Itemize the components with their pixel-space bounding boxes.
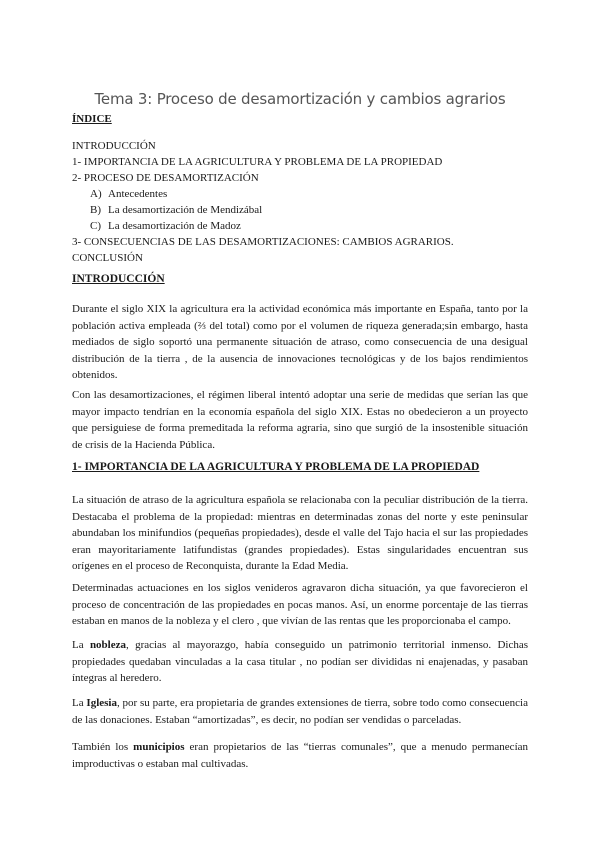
toc-subitem-text: La desamortización de Mendizábal xyxy=(108,204,263,216)
emphasis-iglesia: Iglesia xyxy=(86,697,117,709)
paragraph-text: La xyxy=(72,639,90,651)
paragraph-text: , por su parte, era propietaria de grandes extensiones de tierra, sobre todo como consecuencia de las donaciones. Estaban “amortizadas”, es decir, no podían ser vendidas o parceladas. xyxy=(72,697,528,726)
paragraph-text: eran propietarios de las “tierras comunales”, que a menudo permanecían improductivas o estaban mal cultivadas. xyxy=(72,741,529,770)
toc-subitem-a xyxy=(72,186,542,202)
section-1-paragraph-5 xyxy=(72,739,528,772)
toc-subitem-text: La desamortización de Madoz xyxy=(108,220,241,232)
section-1-paragraph-2: Determinadas actuaciones en los siglos venideros agravaron dicha situación, ya que favorecieron el proceso de concentración de las propiedades en pocas manos. Así, un enorme porcentaje de las tierras estaban en manos de la nobleza y el clero , que vivían de las rentas que les proporcionaba el campo. xyxy=(72,582,528,627)
toc-item-2: 2- PROCESO DE DESAMORTIZACIÓN xyxy=(72,172,259,184)
document-title: Tema 3: Proceso de desamortización y cambios agrarios xyxy=(94,90,506,108)
intro-paragraph-2: Con las desamortizaciones, el régimen liberal intentó adoptar una serie de medidas que serían las que mayor impacto tendrían en la economía española del siglo XIX. Estas no obedecieron a un proyecto que persiguiese de forma premeditada la reforma agraria, sino que surgió de la insostenible situación de crisis de la Hacienda Pública. xyxy=(72,389,528,451)
toc-item-3: 3- CONSECUENCIAS DE LAS DESAMORTIZACIONES: CAMBIOS AGRARIOS. xyxy=(72,236,454,248)
toc-subitem-b xyxy=(72,202,542,218)
intro-paragraph-1: Durante el siglo XIX la agricultura era la actividad económica más importante en España, tanto por la población activa empleada (⅔ del total) como por el volumen de riqueza generada;sin embargo, hasta mediados de siglo soportó una permanente situación de atraso, como consecuencia de una desigual distribución de la tierra , de la ausencia de innovaciones tecnológicas y de los bajos rendimientos obtenidos. xyxy=(72,303,528,381)
section-1-paragraph-1: La situación de atraso de la agricultura española se relacionaba con la peculiar distribución de la tierra. Destacaba el problema de la propiedad: mientras en determinadas zonas del norte y este peninsular abundaban los minifundios (pequeñas propiedades), desde el valle del Tajo hacia el sur las propiedades eran mayoritariamente latifundistas (grandes propiedades). Estas singularidades encuentran sus orígenes en el proceso de Reconquista, durante la Edad Media. xyxy=(72,494,528,572)
section-1-paragraph-3 xyxy=(72,637,528,687)
toc-subitem-letter: C) xyxy=(90,220,101,232)
toc-item-conclusion: CONCLUSIÓN xyxy=(72,252,143,264)
index-heading: ÍNDICE xyxy=(72,113,112,125)
emphasis-nobleza: nobleza xyxy=(89,639,126,651)
toc-item-intro: INTRODUCCIÓN xyxy=(72,140,156,152)
table-of-contents xyxy=(72,138,542,266)
toc-subitem-letter: A) xyxy=(90,188,102,200)
paragraph-text: , gracias al mayorazgo, había conseguido un patrimonio territorial inmenso. Dichas propiedades quedaban vinculadas a la casa titular , no podían ser divididas ni enajenadas, y pasaban íntegras al heredero. xyxy=(72,639,529,684)
intro-heading: INTRODUCCIÓN xyxy=(72,273,165,285)
paragraph-text: La xyxy=(72,697,87,709)
toc-subitem-text: Antecedentes xyxy=(108,188,168,200)
toc-item-1: 1- IMPORTANCIA DE LA AGRICULTURA Y PROBLEMA DE LA PROPIEDAD xyxy=(72,156,443,168)
section-1-paragraph-4 xyxy=(72,695,528,728)
paragraph-text: También los xyxy=(72,741,134,753)
emphasis-municipios: municipios xyxy=(133,741,185,753)
toc-subitem-c xyxy=(72,218,542,234)
toc-subitem-letter: B) xyxy=(90,204,101,216)
section-1-heading: 1- IMPORTANCIA DE LA AGRICULTURA Y PROBLEMA DE LA PROPIEDAD xyxy=(72,461,480,473)
